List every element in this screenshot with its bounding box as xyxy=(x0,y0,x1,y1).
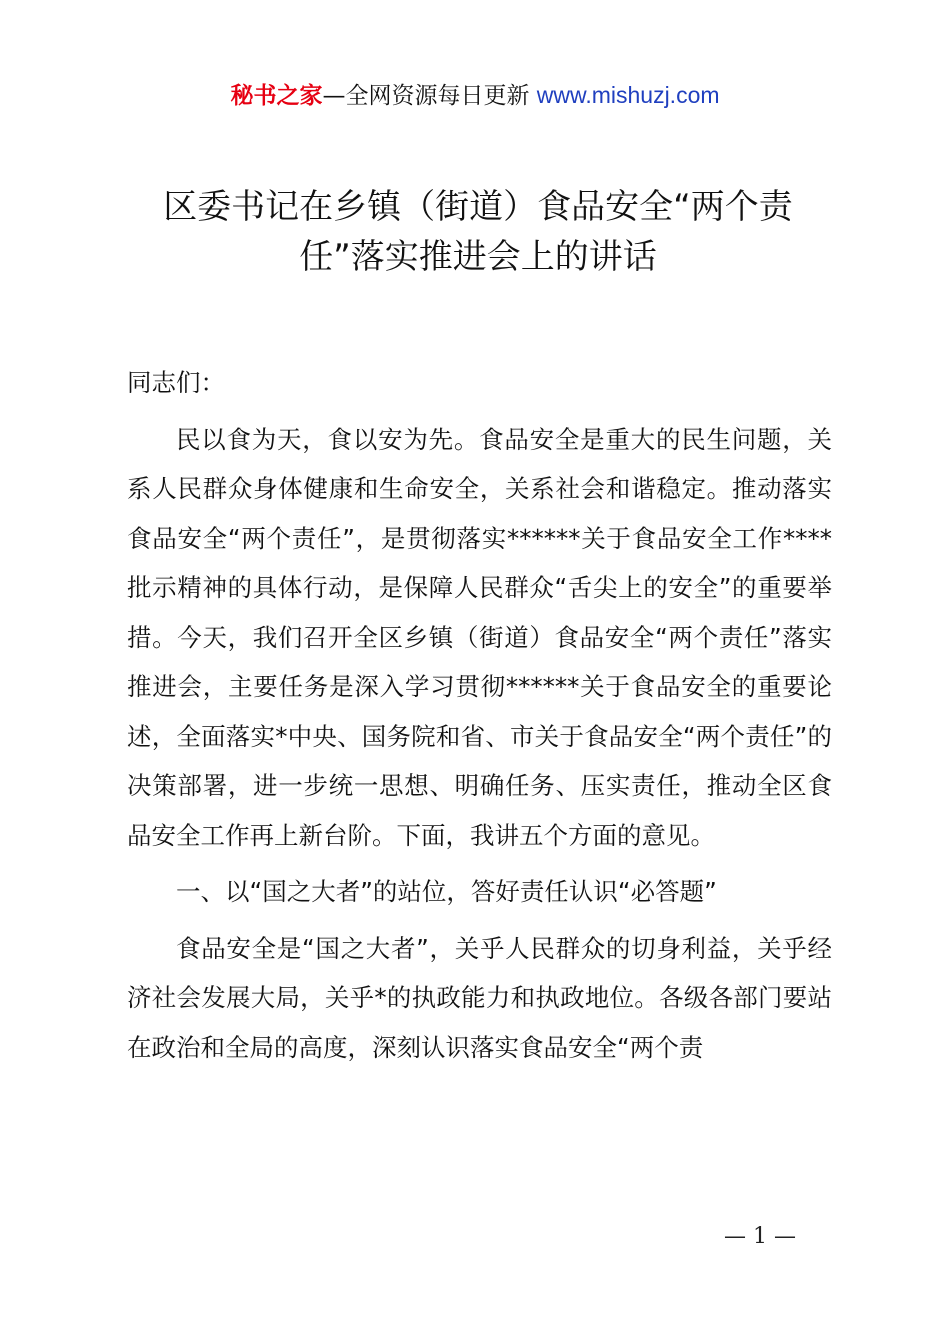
document-title: 区委书记在乡镇（街道）食品安全“两个责任”落实推进会上的讲话 xyxy=(163,187,793,277)
paragraph-section-1: 食品安全是“国之大者”，关乎人民群众的切身利益，关乎经济社会发展大局，关乎*的执政能力和执政地位。各级各部门要站在政治和全局的高度，深刻认识落实食品安全“两个责 xyxy=(127,933,832,1062)
salutation: 同志们： xyxy=(127,368,225,397)
page-number: — 1 — xyxy=(724,1224,796,1249)
site-url-link[interactable]: www.mishuzj.com xyxy=(536,82,720,108)
section-heading-1: 一、以“国之大者”的站位，答好责任认识“必答题” xyxy=(176,877,717,906)
brand-name: 秘书之家 xyxy=(230,83,323,109)
document-body xyxy=(127,358,832,1072)
header-tagline: —全网资源每日更新 xyxy=(322,83,537,109)
paragraph-intro: 民以食为天，食以安为先。食品安全是重大的民生问题，关系人民群众身体健康和生命安全，关系社会和谐稳定。推动落实食品安全“两个责任”，是贯彻落实******关于食品安全工作****批示精神的具体行动，是保障人民群众“舌尖上的安全”的重要举措。今天，我们召开全区乡镇（街道）食品安全“两个责任”落实推进会，主要任务是深入学习贯彻******关于食品安全的重要论述，全面落实*中央、国务院和省、市关于食品安全“两个责任”的决策部署，进一步统一思想、明确任务、压实责任，推动全区食品安全工作再上新台阶。下面，我讲五个方面的意见。 xyxy=(127,424,832,850)
site-header xyxy=(0,78,950,113)
